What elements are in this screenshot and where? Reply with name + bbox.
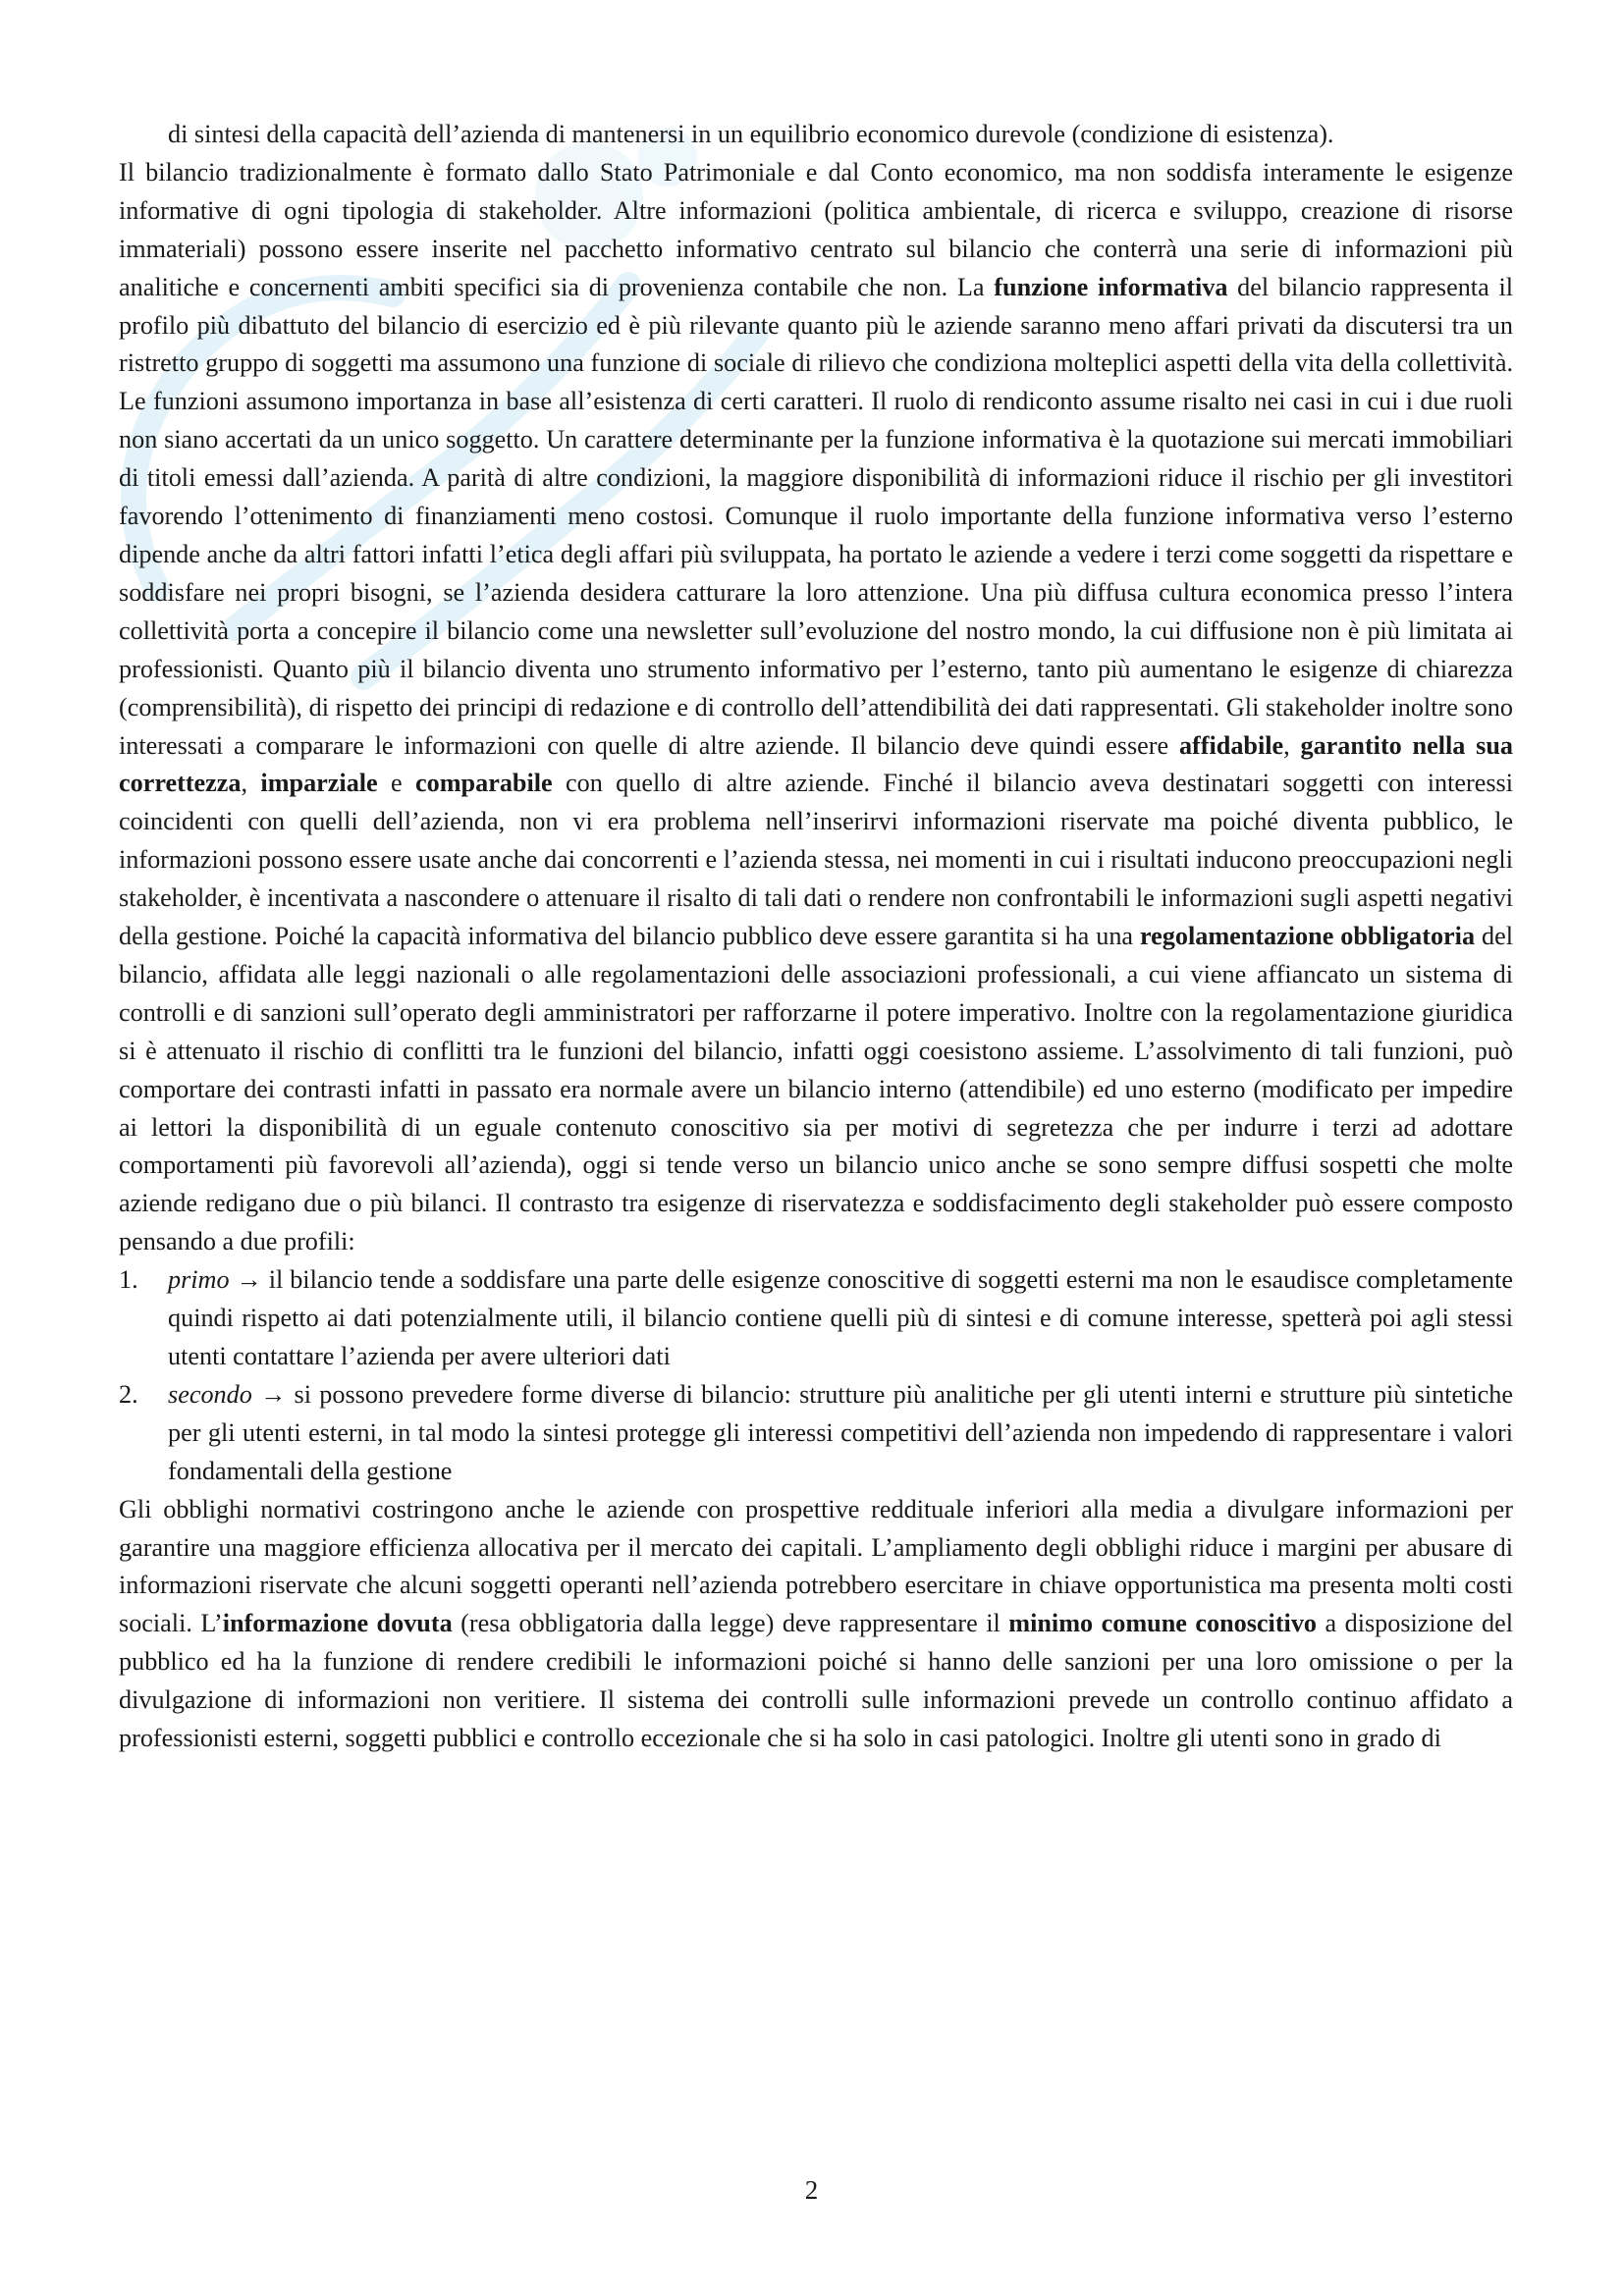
page-number: 2 [804,2175,819,2205]
paragraph-informazione-dovuta: Gli obblighi normativi costringono anche le aziende con prospettive reddituale inferiori alla media a divulgare informazioni per garantire una maggiore efficienza allocativa per il mercato dei capitali. L’ampliamento degli obblighi riduce i margini per abusare di informazioni riservate che alcuni soggetti operanti nell’azienda potrebbero esercitare in chiave opportunistica ma presenta molti costi sociali. L’informazione dovuta (resa obbligatoria dalla legge) deve rappresentare il minimo comune conoscitivo a disposizione del pubblico ed ha la funzione di rendere credibili le informazioni poiché si hanno delle sanzioni per una loro omissione o per la divulgazione di informazioni non veritiere. Il sistema dei controlli sulle informazioni prevede un controllo continuo affidato a professionisti esterni, soggetti pubblici e controllo eccezionale che si ha solo in casi patologici. Inoltre gli utenti sono in grado di [119,1494,1513,1753]
arrow-icon: → [236,1265,262,1295]
document-body [119,116,1513,1758]
list-number: 2. [119,1379,138,1409]
arrow-icon: → [260,1379,287,1409]
list-term: primo [168,1265,230,1295]
paragraph-continuation: di sintesi della capacità dell’azienda di mantenersi in un equilibrio economico durevole (condizione di esistenza). [168,120,1334,148]
list-item: 2. secondo → si possono prevedere forme diverse di bilancio: strutture più analitiche per gli utenti interni e strutture più sintetiche per gli utenti esterni, in tal modo la sintesi protegge gli interessi competitivi dell’azienda non impedendo di rappresentare i valori fondamentali della gestione [119,1376,1513,1491]
list-number: 1. [119,1265,138,1295]
list-term: secondo [168,1379,252,1409]
list-item: 1. primo → il bilancio tende a soddisfare una parte delle esigenze conoscitive di soggetti esterni ma non le esaudisce completamente quindi rispetto ai dati potenzialmente utili, il bilancio contiene quelli più di sintesi e di comune interesse, spetterà poi agli stessi utenti contattare l’azienda per avere ulteriori dati [119,1261,1513,1376]
paragraph-funzione-informativa: Il bilancio tradizionalmente è formato dallo Stato Patrimoniale e dal Conto economico, ma non soddisfa interamente le esigenze informative di ogni tipologia di stakeholder. Altre informazioni (politica ambientale, di ricerca e sviluppo, creazione di risorse immateriali) possono essere inserite nel pacchetto informativo centrato sul bilancio che conterrà una serie di informazioni più analitiche e concernenti ambiti specifici sia di provenienza contabile che non. La funzione informativa del bilancio rappresenta il profilo più dibattuto del bilancio di esercizio ed è più rilevante quanto più le aziende saranno meno affari privati da discutersi tra un ristretto gruppo di soggetti ma assumono una funzione di sociale di rilievo che condiziona molteplici aspetti della vita della collettività. Le funzioni assumono importanza in base all’esistenza di certi caratteri. Il ruolo di rendiconto assume risalto nei casi in cui i due ruoli non siano accertati da un unico soggetto. Un carattere determinante per la funzione informativa è la quotazione sui mercati immobiliari di titoli emessi dall’azienda. A parità di altre condizioni, la maggiore disponibilità di informazioni riduce il rischio per gli investitori favorendo l’ottenimento di finanziamenti meno costosi. Comunque il ruolo importante della funzione informativa verso l’esterno dipende anche da altri fattori infatti l’etica degli affari più sviluppata, ha portato le aziende a vedere i terzi come soggetti da rispettare e soddisfare nei propri bisogni, se l’azienda desidera catturare la loro attenzione. Una più diffusa cultura economica presso l’intera collettività porta a concepire il bilancio come una newsletter sull’evoluzione del nostro mondo, la cui diffusione non è più limitata ai professionisti. Quanto più il bilancio diventa uno strumento informativo per l’esterno, tanto più aumentano le esigenze di chiarezza (comprensibilità), di rispetto dei principi di redazione e di controllo dell’attendibilità dei dati rappresentati. Gli stakeholder inoltre sono interessati a comparare le informazioni con quelle di altre aziende. Il bilancio deve quindi essere affidabile, garantito nella sua correttezza, imparziale e comparabile con quello di altre aziende. Finché il bilancio aveva destinatari soggetti con interessi coincidenti con quelli dell’azienda, non vi era problema nell’inserirvi informazioni riservate ma poiché diventa pubblico, le informazioni possono essere usate anche dai concorrenti e l’azienda stessa, nei momenti in cui i risultati inducono preoccupazioni negli stakeholder, è incentivata a nascondere o attenuare il risalto di tali dati o rendere non confrontabili le informazioni sugli aspetti negativi della gestione. Poiché la capacità informativa del bilancio pubblico deve essere garantita si ha una regolamentazione obbligatoria del bilancio, affidata alle leggi nazionali o alle regolamentazioni delle associazioni professionali, a cui viene affiancato un sistema di controlli e di sanzioni sull’operato degli amministratori per rafforzarne il potere imperativo. Inoltre con la regolamentazione giuridica si è attenuato il rischio di conflitti tra le funzioni del bilancio, infatti oggi coesistono assieme. L’assolvimento di tali funzioni, può comportare dei contrasti infatti in passato era normale avere un bilancio interno (attendibile) ed uno esterno (modificato per impedire ai lettori la disponibilità di un eguale contenuto conoscitivo sia per motivi di segretezza che per indurre i terzi ad adottare comportamenti più favorevoli all’azienda), oggi si tende verso un bilancio unico anche se sono sempre diffusi sospetti che molte aziende redigano due o più bilanci. Il contrasto tra esigenze di riservatezza e soddisfacimento degli stakeholder può essere composto pensando a due profili: [119,157,1514,1256]
